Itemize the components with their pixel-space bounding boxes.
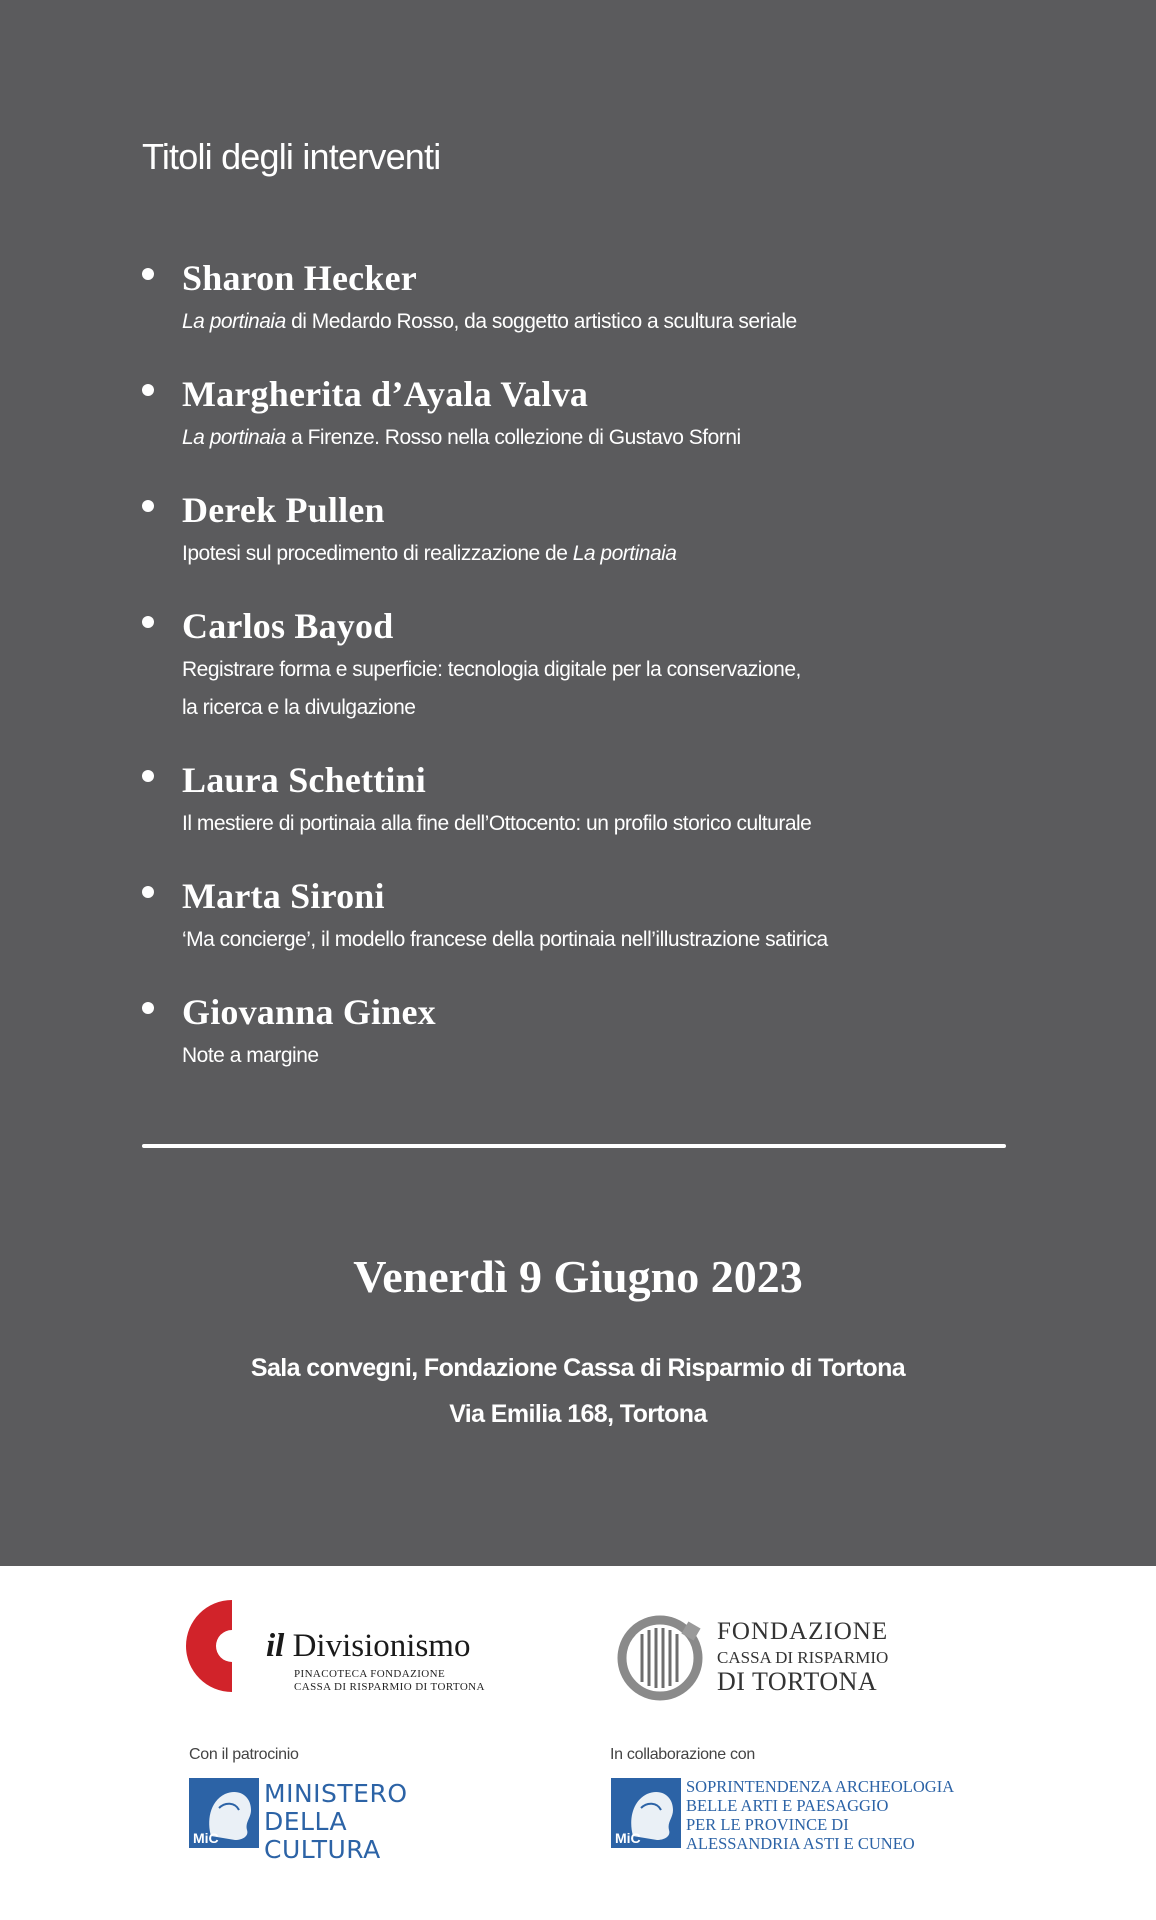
divisionismo-logo <box>186 1600 496 1692</box>
talk-title: Il mestiere di portinaia alla fine dell’Ottocento: un profilo storico culturale <box>182 812 812 835</box>
talk-title: Registrare forma e superficie: tecnologia digitale per la conservazione, <box>182 658 801 681</box>
fondazione-line-2: CASSA DI RISPARMIO <box>717 1648 889 1667</box>
bullet-icon <box>142 268 154 280</box>
speaker-list <box>142 254 1042 1104</box>
divider <box>142 1144 1006 1148</box>
venue-line-1: Sala convegni, Fondazione Cassa di Risparmio di Tortona <box>250 1354 906 1382</box>
speaker-name: Carlos Bayod <box>182 606 394 646</box>
speaker-name: Margherita d’Ayala Valva <box>182 374 589 414</box>
speaker-item <box>142 756 1042 872</box>
red-circle-icon <box>186 1600 266 1692</box>
speaker-name: Derek Pullen <box>182 490 385 530</box>
venue-line-2: Via Emilia 168, Tortona <box>449 1400 707 1428</box>
patrocinio-caption: Con il patrocinio <box>189 1746 299 1763</box>
speaker-item <box>142 370 1042 486</box>
soprintendenza-text: SOPRINTENDENZA ARCHEOLOGIA BELLE ARTI E PAESAGGIO PER LE PROVINCE DI ALESSANDRIA ASTI E CUNEO <box>686 1777 955 1853</box>
bullet-icon <box>142 770 154 782</box>
talk-title: La portinaia di Medardo Rosso, da soggetto artistico a scultura seriale <box>182 310 797 333</box>
talk-title: Ipotesi sul procedimento di realizzazione de La portinaia <box>182 542 677 565</box>
collaborazione-caption: In collaborazione con <box>610 1746 755 1763</box>
speaker-item <box>142 254 1042 370</box>
mic-label: MiC <box>193 1830 219 1846</box>
speaker-name: Giovanna Ginex <box>182 992 436 1032</box>
speaker-item <box>142 872 1042 988</box>
talk-title-line2: la ricerca e la divulgazione <box>182 696 416 719</box>
speaker-item <box>142 602 1042 756</box>
mic-label: MiC <box>615 1830 641 1846</box>
fondazione-line-3: DI TORTONA <box>717 1667 878 1696</box>
section-title: Titoli degli interventi <box>142 136 441 177</box>
fondazione-logo <box>614 1612 914 1702</box>
talk-title: La portinaia a Firenze. Rosso nella collezione di Gustavo Sforni <box>182 426 741 449</box>
fondazione-emblem-icon <box>614 1612 710 1702</box>
speaker-name: Laura Schettini <box>182 760 427 800</box>
divisionismo-wordmark: il Divisionismo <box>266 1628 471 1664</box>
talk-title: Note a margine <box>182 1044 319 1067</box>
speaker-item <box>142 988 1042 1104</box>
ministero-text: MINISTERO DELLA CULTURA <box>264 1779 408 1864</box>
bullet-icon <box>142 1002 154 1014</box>
bullet-icon <box>142 500 154 512</box>
speaker-name: Marta Sironi <box>182 876 385 916</box>
event-venue <box>0 1345 1156 1437</box>
fondazione-line-1: FONDAZIONE <box>717 1618 889 1645</box>
speaker-name: Sharon Hecker <box>182 258 417 298</box>
bullet-icon <box>142 384 154 396</box>
bullet-icon <box>142 886 154 898</box>
speaker-item <box>142 486 1042 602</box>
talk-title: ‘Ma concierge’, il modello francese della portinaia nell’illustrazione satirica <box>182 928 828 951</box>
event-date: Venerdì 9 Giugno 2023 <box>353 1251 803 1302</box>
divisionismo-subtitle: PINACOTECA FONDAZIONE CASSA DI RISPARMIO DI TORTONA <box>294 1668 485 1693</box>
soprintendenza-mic-mark <box>611 1778 681 1848</box>
ministero-mic-mark <box>189 1778 259 1848</box>
bullet-icon <box>142 616 154 628</box>
